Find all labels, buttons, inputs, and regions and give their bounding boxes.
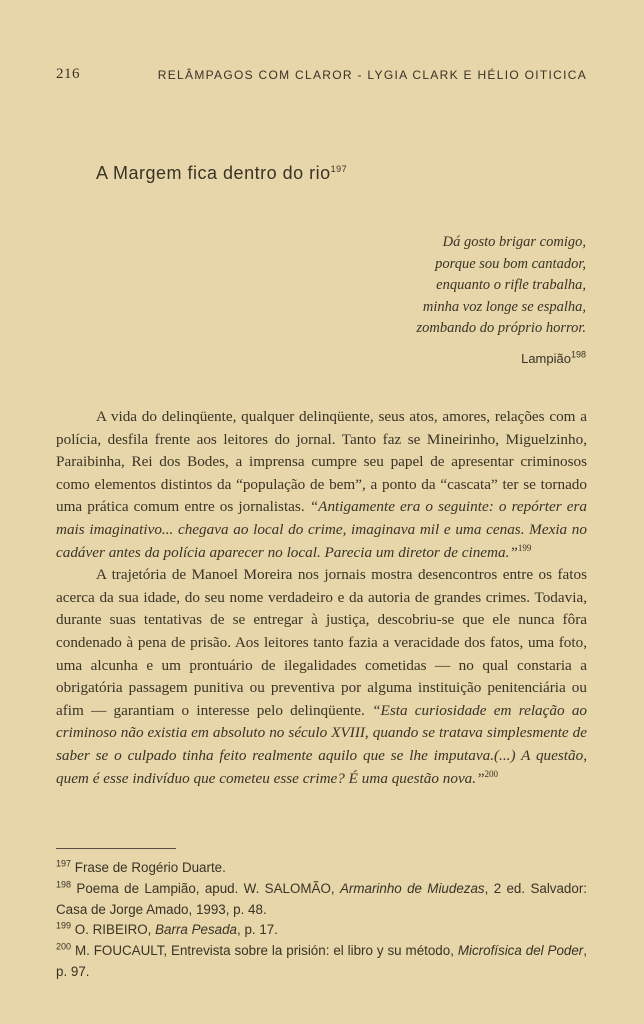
paragraph-text: A trajetória de Manoel Moreira nos jornais mostra desencontros entre os fatos acerca da sua idade, do seu nome verdadeiro e da autoria de grandes crimes. Todavia, durante suas tentativas de se entregar à justiça, descobriu-se que ele nunca fôra condenado à pena de prisão. Aos leitores tanto fazia a veracidade dos fatos, uma foto, uma alcunha e um prontuário de ilegalidades cometidas — no qual constaria a obrigatória passagem punitiva ou preventiva por alguma instituição penitenciária ou afim — garantiam o interesse pelo delinqüente. <box>56 566 587 719</box>
running-head: RELÂMPAGOS COM CLAROR - LYGIA CLARK E HÉLIO OITICICA <box>157 68 587 82</box>
footnote-text: , p. 97. <box>56 943 587 979</box>
footnote-title: Microfísica del Poder <box>457 943 584 959</box>
footnote-number: 198 <box>56 879 72 890</box>
page-number: 216 <box>56 66 80 82</box>
footnote-text: Frase de Rogério Duarte. <box>74 860 226 875</box>
footnote <box>56 858 587 879</box>
footnote-number: 199 <box>56 920 72 931</box>
epigraph-line: porque sou bom cantador, <box>435 255 586 272</box>
footnote-text: O. RIBEIRO, <box>74 922 156 938</box>
footnote-text: , p. 17. <box>237 922 278 938</box>
epigraph-line: zombando do próprio horror. <box>416 320 586 336</box>
footnote-ref: 197 <box>330 164 348 174</box>
footnote <box>56 879 587 921</box>
epigraph-line: Dá gosto brigar comigo, <box>442 234 586 250</box>
paragraph-text: A vida do delinqüente, qualquer delinqüente, seus atos, amores, relações com a polícia, desfila frente aos leitores do jornal. Tanto faz se Mineirinho, Miguelzinho, Paraibinha, Rei dos Bodes, a imprensa cumpre seu papel de apresentar criminosos como elementos distintos da “população de bem”, a ponto da “cascata” ter se tornado uma prática comum entre os jornalistas. <box>56 408 587 516</box>
footnote-title: Armarinho de Miudezas <box>339 880 485 896</box>
footnote-text: M. FOUCAULT, Entrevista sobre la prisión: el libro y su método, <box>74 943 458 959</box>
footnote-text: Poema de Lampião, apud. W. SALOMÃO, <box>76 880 340 896</box>
footnote-number: 197 <box>56 858 72 869</box>
footnote-ref: 198 <box>570 349 586 360</box>
epigraph-line: minha voz longe se espalha, <box>422 298 586 315</box>
footnote-divider <box>56 848 176 849</box>
footnotes <box>56 858 587 983</box>
block-quote: “Esta curiosidade em relação ao criminoso não existia em absoluto no século XVIII, quando se tratava simplesmente de saber se o culpado tinha feito realmente aquilo que se lhe imputava.(...) A questão, quem é esse indivíduo que cometeu esse crime? É uma questão nova.” <box>56 701 588 787</box>
footnote-text: , 2 ed. Salvador: Casa de Jorge Amado, 1993, p. 48. <box>56 880 588 917</box>
section-title <box>96 163 347 184</box>
block-quote: “Antigamente era o seguinte: o repórter era mais imaginativo... chegava ao local do crime, imaginava mil e uma cenas. Mexia no cadáver antes da polícia aparecer no local. Parecia um diretor de cinema.” <box>56 498 587 561</box>
paragraph <box>56 406 587 564</box>
section-title-text: A Margem fica dentro do rio <box>96 163 331 183</box>
footnote-number: 200 <box>56 941 72 952</box>
epigraph <box>286 232 586 369</box>
footnote <box>56 920 587 941</box>
footnote <box>56 941 587 983</box>
footnote-ref: 200 <box>484 768 499 779</box>
paragraph <box>56 564 587 790</box>
footnote-title: Barra Pesada <box>155 922 238 938</box>
epigraph-author: Lampião <box>521 350 571 366</box>
body-text <box>56 406 587 790</box>
footnote-ref: 199 <box>517 542 532 553</box>
epigraph-attribution <box>286 348 586 370</box>
epigraph-line: enquanto o rifle trabalha, <box>436 277 586 293</box>
